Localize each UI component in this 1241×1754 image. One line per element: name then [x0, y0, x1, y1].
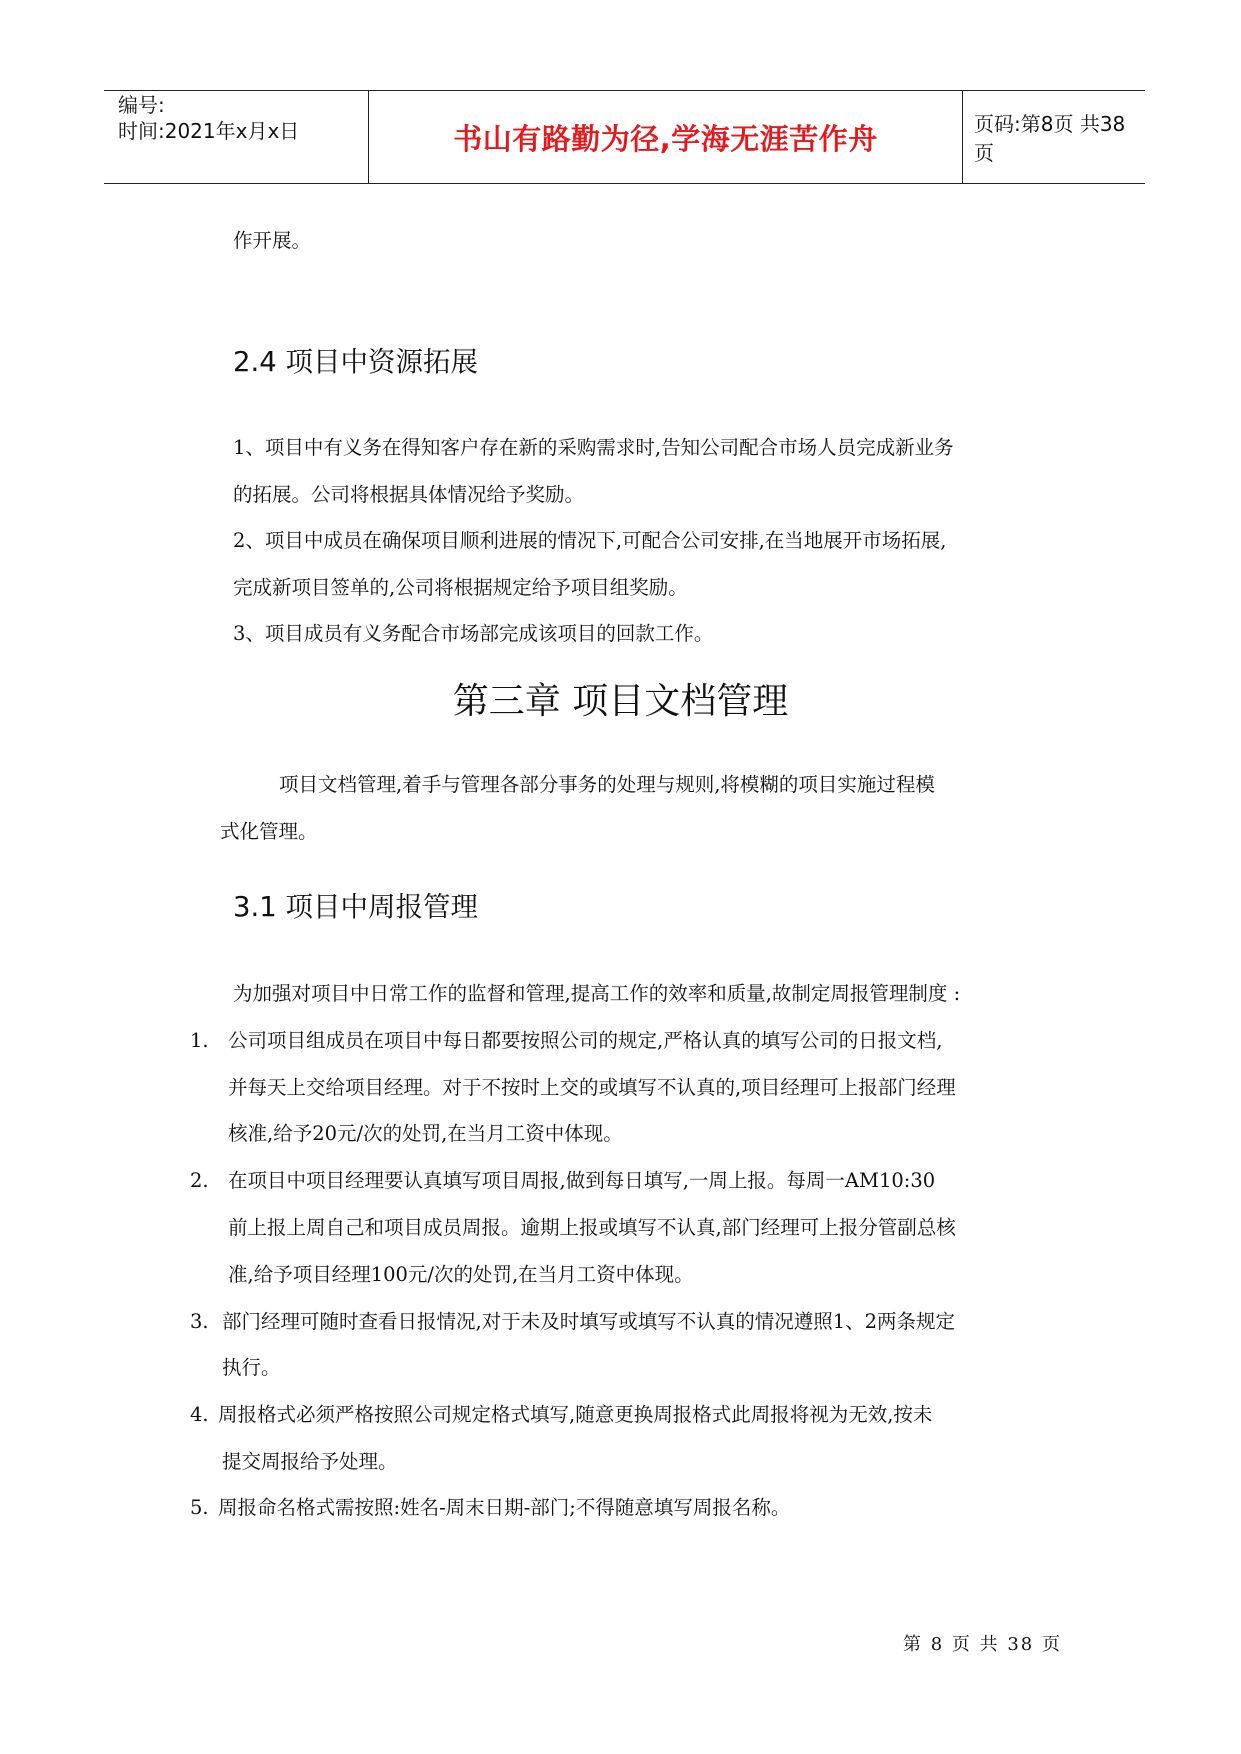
- continued-line: 作开展。: [233, 229, 312, 252]
- header-page-cell: [964, 91, 1145, 183]
- paragraph-line: 的拓展。公司将根据具体情况给予奖励。: [233, 483, 585, 506]
- chapter-intro-line: 式化管理。: [220, 820, 318, 843]
- section-2-4-title: 2.4 项目中资源拓展: [233, 346, 478, 378]
- paragraph-line: 3、项目成员有义务配合市场部完成该项目的回款工作。: [233, 622, 714, 645]
- list-item-number: 1.: [190, 1029, 209, 1052]
- page-footer: 第 8 页 共 38 页: [903, 1634, 1062, 1655]
- list-item-number: 5.: [190, 1496, 209, 1519]
- time-label: 时间:2021年x月x日: [118, 119, 300, 143]
- list-item-line: 执行。: [222, 1356, 281, 1379]
- page-header: [104, 90, 1145, 184]
- section-3-1-title: 3.1 项目中周报管理: [233, 891, 478, 923]
- list-item-line: 部门经理可随时查看日报情况,对于未及时填写或填写不认真的情况遵照1、2两条规定: [222, 1310, 956, 1333]
- number-label: 编号:: [118, 93, 165, 117]
- page-code: 页码:第8页 共38页: [974, 112, 1126, 165]
- list-item-line: 核准,给予20元/次的处罚,在当月工资中体现。: [228, 1122, 623, 1145]
- chapter-intro-line: 项目文档管理,着手与管理各部分事务的处理与规则,将模糊的项目实施过程模: [279, 773, 935, 796]
- list-item-line: 公司项目组成员在项目中每日都要按照公司的规定,严格认真的填写公司的日报文档,: [228, 1029, 943, 1052]
- list-item-line: 周报格式必须严格按照公司规定格式填写,随意更换周报格式此周报将视为无效,按未: [218, 1403, 933, 1426]
- paragraph-line: 2、项目中成员在确保项目顺利进展的情况下,可配合公司安排,在当地展开市场拓展,: [233, 529, 947, 552]
- list-item-line: 提交周报给予处理。: [222, 1450, 398, 1473]
- list-item-line: 前上报上周自己和项目成员周报。逾期上报或填写不认真,部门经理可上报分管副总核: [228, 1216, 956, 1239]
- list-item-line: 周报命名格式需按照:姓名-周末日期-部门;不得随意填写周报名称。: [218, 1496, 791, 1519]
- list-item-number: 3.: [190, 1310, 209, 1333]
- list-item-number: 2.: [190, 1169, 209, 1192]
- list-item-line: 准,给予项目经理100元/次的处罚,在当月工资中体现。: [228, 1263, 694, 1286]
- paragraph-line: 完成新项目签单的,公司将根据规定给予项目组奖励。: [233, 576, 688, 599]
- list-item-number: 4.: [190, 1403, 209, 1426]
- list-item-line: 并每天上交给项目经理。对于不按时上交的或填写不认真的,项目经理可上报部门经理: [228, 1076, 956, 1099]
- chapter-3-title: 第三章 项目文档管理: [452, 681, 789, 722]
- section-intro: 为加强对项目中日常工作的监督和管理,提高工作的效率和质量,故制定周报管理制度 :: [233, 982, 961, 1005]
- header-meta-cell: [104, 91, 369, 183]
- header-motto-cell: [369, 91, 963, 183]
- list-item-line: 在项目中项目经理要认真填写项目周报,做到每日填写,一周上报。每周一AM10:30: [228, 1169, 936, 1192]
- motto-text: 书山有路勤为径,学海无涯苦作舟: [453, 121, 878, 156]
- paragraph-line: 1、项目中有义务在得知客户存在新的采购需求时,告知公司配合市场人员完成新业务: [233, 436, 954, 459]
